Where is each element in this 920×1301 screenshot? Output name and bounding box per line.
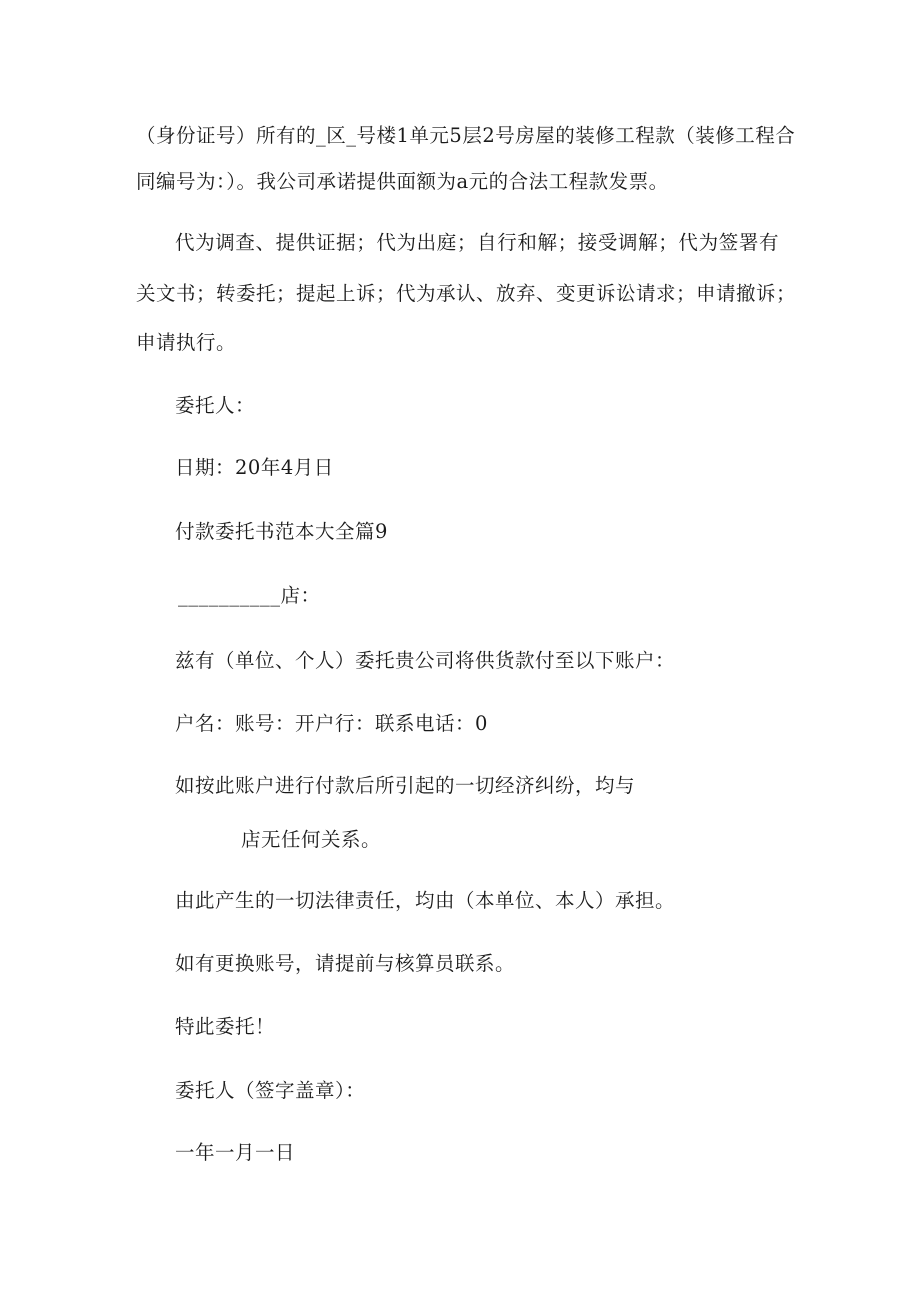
account-line: 户名：账号：开户行：联系电话：0 — [175, 712, 488, 735]
principal-label: 委托人： — [175, 394, 256, 417]
dispute-line-2: 店无任何关系。 — [241, 828, 382, 851]
liability-line: 由此产生的一切法律责任，均由（本单位、本人）承担。 — [175, 889, 676, 912]
store-line: __________店： — [178, 584, 321, 607]
closing-line: 特此委托！ — [175, 1015, 276, 1038]
section-title: 付款委托书范本大全篇9 — [175, 520, 388, 543]
date-line: 日期：20年4月日 — [175, 456, 334, 479]
signature-label: 委托人（签字盖章）： — [175, 1079, 366, 1102]
date-placeholder: 一年一月一日 — [175, 1141, 296, 1164]
change-line: 如有更换账号，请提前与核算员联系。 — [175, 952, 516, 975]
paragraph-2-line-3: 申请执行。 — [136, 331, 237, 354]
paragraph-1-line-2: 同编号为：）。我公司承诺提供面额为a元的合法工程款发票。 — [136, 170, 669, 193]
notice-line: 兹有（单位、个人）委托贵公司将供货款付至以下账户： — [175, 649, 676, 672]
dispute-line-1: 如按此账户进行付款后所引起的一切经济纠纷，均与 — [175, 774, 636, 797]
paragraph-1-line-1: （身份证号）所有的_区_号楼1单元5层2号房屋的装修工程款（装修工程合 — [136, 124, 796, 147]
paragraph-2-line-1: 代为调查、提供证据；代为出庭；自行和解；接受调解；代为签署有 — [175, 231, 779, 254]
paragraph-2-line-2: 关文书；转委托；提起上诉；代为承认、放弃、变更诉讼请求；申请撤诉； — [136, 282, 797, 305]
